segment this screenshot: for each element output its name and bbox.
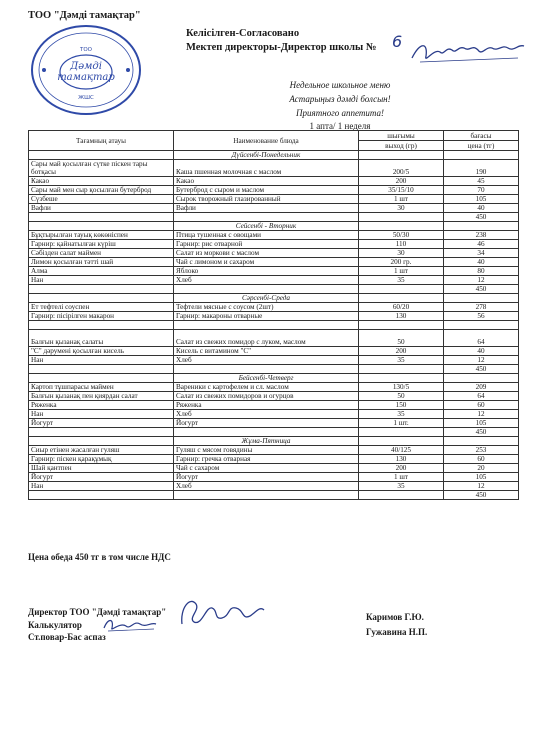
dish-name-kz: Какао [29,177,174,186]
director-label: Директор ТОО "Дәмді тамақтар" [28,607,167,617]
table-row [29,231,519,240]
day-total-row [29,427,519,436]
day-blank-left [29,151,174,160]
dish-name-kz: Йогурт [29,418,174,427]
dish-name-ru: Хлеб [174,355,359,364]
dish-name-kz: Нан [29,481,174,490]
total-blank-kz [29,427,174,436]
total-blank-output [359,213,444,222]
dish-name-ru: Салат из свежих помидор с луком, маслом [174,329,359,346]
column-price-bottom: цена (тг) [444,141,519,151]
dish-output: 50/30 [359,231,444,240]
day-header-row [29,294,519,303]
dish-output: 200/5 [359,160,444,177]
dish-name-ru: Каша пшенная молочная с маслом [174,160,359,177]
dish-price: 40 [444,204,519,213]
dish-output: 35 [359,481,444,490]
day-blank-output [359,294,444,303]
stamp-type: ЖШС [78,95,94,101]
dish-output: 1 шт [359,267,444,276]
stamp-name-line2: тамақтар [57,72,115,83]
dish-output: 200 [359,346,444,355]
dish-price: 70 [444,186,519,195]
dish-price: 12 [444,409,519,418]
table-row [29,409,519,418]
dish-name-kz: Нан [29,409,174,418]
dish-name-ru: Салат из свежих помидоров и огурцов [174,391,359,400]
table-row [29,445,519,454]
day-total-price: 450 [444,285,519,294]
dish-output: 150 [359,400,444,409]
dish-name-ru: Бутерброд с сыром и маслом [174,186,359,195]
dish-name-kz: Лимон қосылған тәтті шай [29,258,174,267]
day-header-row [29,222,519,231]
director-name: Каримов Г.Ю. [366,612,424,622]
table-row [29,321,519,330]
dish-output: 110 [359,240,444,249]
day-header-row [29,436,519,445]
lunch-price-note: Цена обеда 450 тг в том числе НДС [28,552,171,562]
table-row [29,303,519,312]
dish-output: 1 шт [359,472,444,481]
column-output-top: шығымы [359,131,444,141]
dish-output: 1 шт [359,195,444,204]
total-blank-kz [29,213,174,222]
dish-output: 30 [359,249,444,258]
dish-output: 200 [359,177,444,186]
dish-name-kz: Гарнир: пісірілген макарон [29,312,174,321]
dish-output: 60/20 [359,303,444,312]
dish-price: 34 [444,249,519,258]
dish-price: 80 [444,267,519,276]
table-row [29,195,519,204]
day-blank-output [359,222,444,231]
dish-name-ru: Хлеб [174,409,359,418]
intro-line-1: Недельное школьное меню [289,80,391,90]
dish-name-kz: Алма [29,267,174,276]
table-row [29,481,519,490]
total-blank-output [359,285,444,294]
intro-line-4: 1 апта/ 1 неделя [309,121,371,131]
day-blank-output [359,151,444,160]
calculator-signature [100,614,160,634]
dish-price: 238 [444,231,519,240]
table-row [29,312,519,321]
day-header-row [29,151,519,160]
calculator-name: Гужавина Н.П. [366,627,428,637]
day-blank-price [444,436,519,445]
table-row [29,400,519,409]
day-blank-output [359,436,444,445]
dish-name-kz: Нан [29,355,174,364]
dish-output: 40/125 [359,445,444,454]
column-kz-name: Тағамның атауы [29,131,174,151]
day-blank-price [444,151,519,160]
dish-name-ru: Яблоко [174,267,359,276]
dish-price: 12 [444,355,519,364]
dish-output: 1 шт. [359,418,444,427]
dish-output: 30 [359,204,444,213]
dish-output: 130/5 [359,382,444,391]
total-blank-kz [29,285,174,294]
day-total-price: 450 [444,364,519,373]
table-row [29,329,519,346]
dish-name-kz: Балғын қызанақ пен қиярдан салат [29,391,174,400]
table-row [29,177,519,186]
total-blank-kz [29,490,174,499]
dish-name-ru: Чай с сахаром [174,463,359,472]
dish-name-kz: Ет тефтелі соуспен [29,303,174,312]
dish-name-ru: Салат из моркови с маслом [174,249,359,258]
dish-name-ru: Гарнир: гречка отварная [174,454,359,463]
dish-name-kz: Сүзбеше [29,195,174,204]
dish-name-kz [29,321,174,330]
table-row [29,346,519,355]
table-row [29,276,519,285]
day-total-row [29,364,519,373]
dish-output: 50 [359,329,444,346]
chef-label: Ст.повар-Бас аспаз [28,632,106,642]
dish-name-kz: Сиыр етінен жасалған гуляш [29,445,174,454]
dish-price: 105 [444,418,519,427]
day-blank-left [29,294,174,303]
calculator-label: Калькулятор [28,620,82,630]
dish-output: 130 [359,454,444,463]
approval-title: Келісілген-Согласовано [186,28,300,39]
table-row [29,204,519,213]
dish-output: 200 [359,463,444,472]
dish-name-ru: Сырок творожный глазированный [174,195,359,204]
day-total-row [29,490,519,499]
stamp-name-line1: Дәмді [70,61,102,72]
table-row [29,463,519,472]
dish-name-ru: Йогурт [174,472,359,481]
dish-price: 253 [444,445,519,454]
dish-price: 278 [444,303,519,312]
dish-name-ru: Гарнир: макароны отварные [174,312,359,321]
table-row [29,418,519,427]
day-total-row [29,213,519,222]
dish-price: 190 [444,160,519,177]
dish-name-kz: Балғын қызанақ салаты [29,329,174,346]
approval-director-line: Мектеп директоры-Директор школы № [186,42,377,53]
dish-name-ru: Хлеб [174,481,359,490]
dish-name-kz: Вафли [29,204,174,213]
table-row [29,267,519,276]
day-blank-price [444,294,519,303]
table-row [29,472,519,481]
dish-price: 60 [444,400,519,409]
dish-name-kz: Бұқтырылған тауық көкөніспен [29,231,174,240]
school-number: 6 [392,32,403,51]
dish-price [444,321,519,330]
dish-name-kz: "С" дәрумені қосылған кисель [29,346,174,355]
table-row [29,355,519,364]
day-blank-left [29,436,174,445]
dish-price: 64 [444,391,519,400]
dish-name-kz: Гарнир: піскен қарақұмық [29,454,174,463]
dish-name-kz: Нан [29,276,174,285]
dish-output: 35 [359,276,444,285]
dish-name-kz: Сары май мен сыр қосылған бутерброд [29,186,174,195]
total-blank-ru [174,490,359,499]
day-total-price: 450 [444,213,519,222]
day-blank-left [29,373,174,382]
day-total-price: 450 [444,427,519,436]
weekly-menu-table [28,130,519,500]
dish-price: 45 [444,177,519,186]
dish-price: 64 [444,329,519,346]
dish-name-ru: Вафли [174,204,359,213]
dish-price: 40 [444,258,519,267]
dish-name-kz: Шай қантпен [29,463,174,472]
dish-name-kz: Сары май қосылған сүтке піскен тары ботқасы [29,160,174,177]
day-title: Сәрсенбі-Среда [174,294,359,303]
company-stamp [26,20,146,120]
dish-output: 130 [359,312,444,321]
director-signature-top [410,38,528,66]
dish-price: 105 [444,472,519,481]
table-row [29,382,519,391]
dish-name-ru: Хлеб [174,276,359,285]
dish-output: 35 [359,355,444,364]
total-blank-ru [174,427,359,436]
column-price-top: бағасы [444,131,519,141]
dish-price: 60 [444,454,519,463]
dish-name-ru: Гарнир: рис отварной [174,240,359,249]
day-title: Дүйсенбі-Понедельник [174,151,359,160]
dish-price: 46 [444,240,519,249]
dish-price: 56 [444,312,519,321]
day-title: Жұма-Пятница [174,436,359,445]
day-blank-output [359,373,444,382]
dish-name-ru: Тефтели мясные с соусом (2шт) [174,303,359,312]
day-title: Сейсенбі - Вторник [174,222,359,231]
dish-output: 50 [359,391,444,400]
day-blank-left [29,222,174,231]
dish-price: 209 [444,382,519,391]
dish-price: 12 [444,276,519,285]
dish-price: 20 [444,463,519,472]
dish-name-ru: Ряженка [174,400,359,409]
total-blank-kz [29,364,174,373]
total-blank-output [359,490,444,499]
dish-name-ru: Птица тушенная с овощами [174,231,359,240]
table-header-row [29,131,519,141]
dish-name-kz: Гарнир: қайнатылған күріш [29,240,174,249]
company-name: ТОО "Дәмді тамақтар" [28,10,141,21]
table-row [29,391,519,400]
dish-name-kz: Картоп тұшпарасы маймен [29,382,174,391]
day-title: Бейсенбі-Четверг [174,373,359,382]
dish-name-ru: Йогурт [174,418,359,427]
total-blank-output [359,427,444,436]
dish-output [359,321,444,330]
total-blank-output [359,364,444,373]
intro-line-2: Астарыңыз дәмді болсын! [289,94,391,104]
table-row [29,454,519,463]
day-header-row [29,373,519,382]
day-blank-price [444,222,519,231]
day-blank-price [444,373,519,382]
table-row [29,240,519,249]
dish-name-kz: Сәбізден салат маймен [29,249,174,258]
dish-output: 35 [359,409,444,418]
total-blank-ru [174,213,359,222]
intro-line-3: Приятного аппетита! [296,108,384,118]
total-blank-ru [174,364,359,373]
dish-output: 35/15/10 [359,186,444,195]
dish-output: 200 гр. [359,258,444,267]
stamp-org: ТОО [79,47,93,53]
director-signature [176,594,266,630]
dish-name-kz: Йогурт [29,472,174,481]
dish-name-kz: Ряженка [29,400,174,409]
dish-price: 40 [444,346,519,355]
column-output-bottom: выход (гр) [359,141,444,151]
table-row [29,258,519,267]
day-total-price: 450 [444,490,519,499]
dish-name-ru: Вареники с картофелем и сл. маслом [174,382,359,391]
day-total-row [29,285,519,294]
table-row [29,249,519,258]
dish-name-ru [174,321,359,330]
dish-name-ru: Какао [174,177,359,186]
dish-name-ru: Кисель с витамином "С" [174,346,359,355]
total-blank-ru [174,285,359,294]
dish-price: 105 [444,195,519,204]
dish-name-ru: Гуляш с мясом говядины [174,445,359,454]
table-row [29,160,519,177]
column-ru-name: Наименование блюда [174,131,359,151]
table-row [29,186,519,195]
dish-price: 12 [444,481,519,490]
dish-name-ru: Чай с лимоном и сахаром [174,258,359,267]
